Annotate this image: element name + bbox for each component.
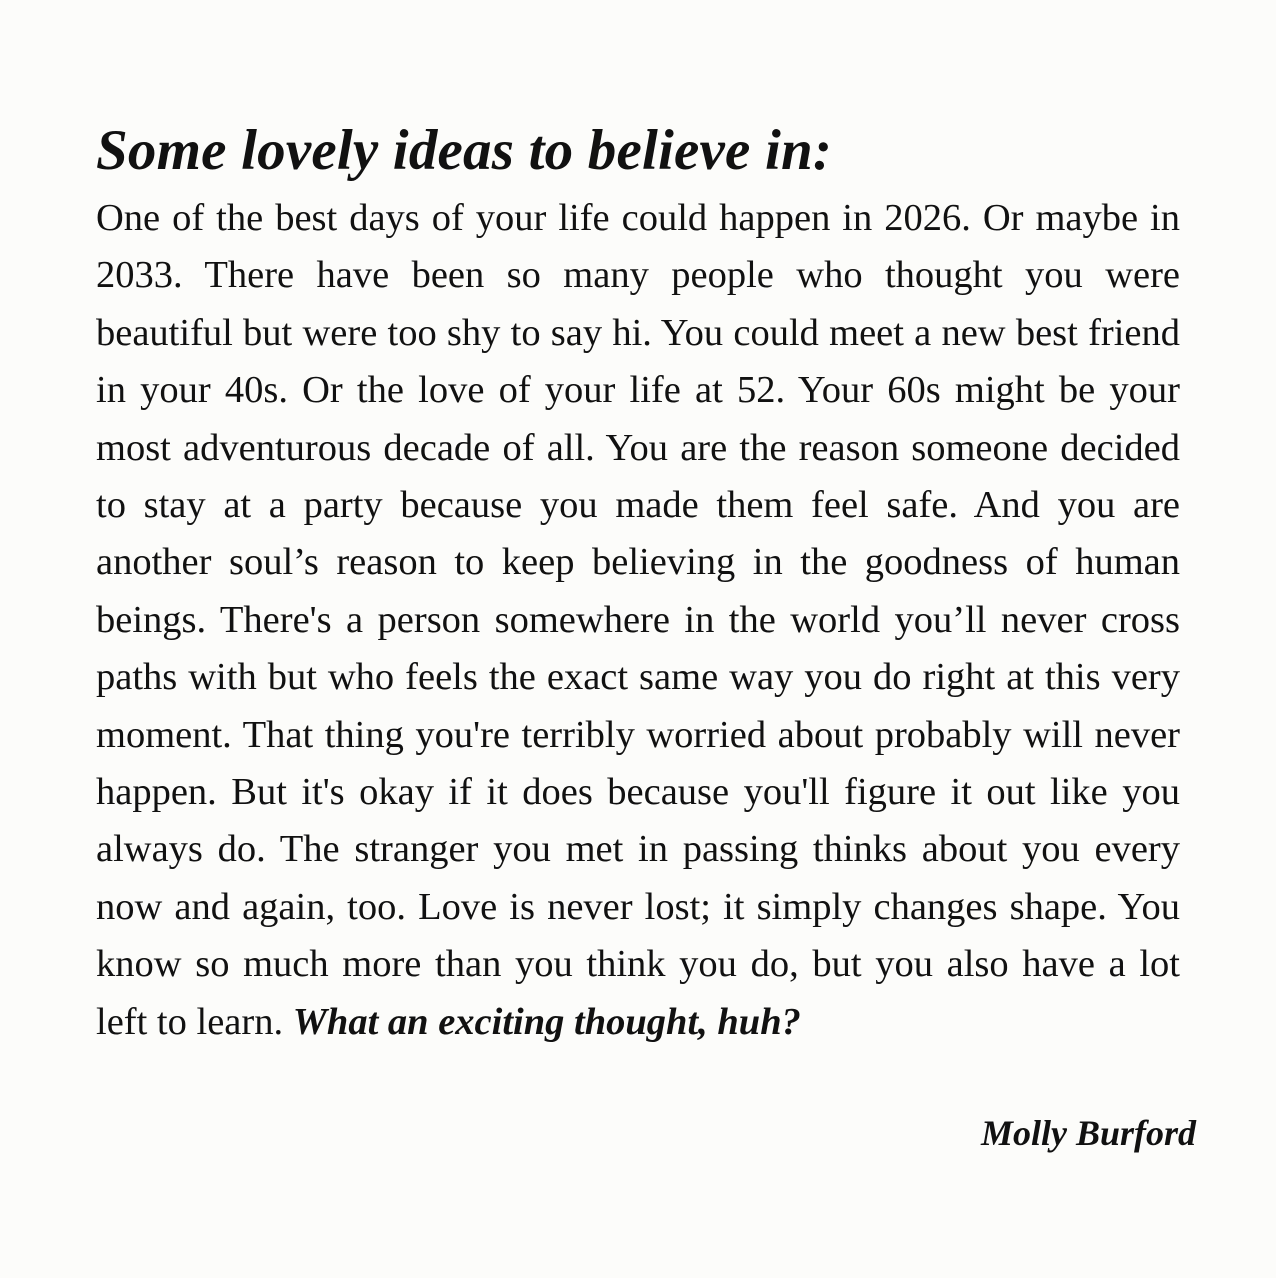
quote-body-text: One of the best days of your life could happen in 2026. Or maybe in 2033. There have been so many people who thought you were beautiful but were too shy to say hi. You could meet a new best friend in your 40s. Or the love of your life at 52. Your 60s might be your most adventurous decade of all. You are the reason someone decided to stay at a party because you made them feel safe. And you are another soul’s reason to keep believing in the goodness of human beings. There's a person somewhere in the world you’ll never cross paths with but who feels the exact same way you do right at this very moment. That thing you're terribly worried about probably will never happen. But it's okay if it does because you'll figure it out like you always do. The stranger you met in passing thinks about you every now and again, too. Love is never lost; it simply changes shape. You know so much more than you think you do, but you also have a lot left to learn. <box>96 197 1180 1043</box>
quote-body <box>96 190 1180 1051</box>
quote-title: Some lovely ideas to believe in: <box>96 119 833 182</box>
quote-card <box>96 112 1180 1051</box>
quote-closing-line: What an exciting thought, huh? <box>292 1000 801 1043</box>
quote-author: Molly Burford <box>980 1113 1196 1153</box>
